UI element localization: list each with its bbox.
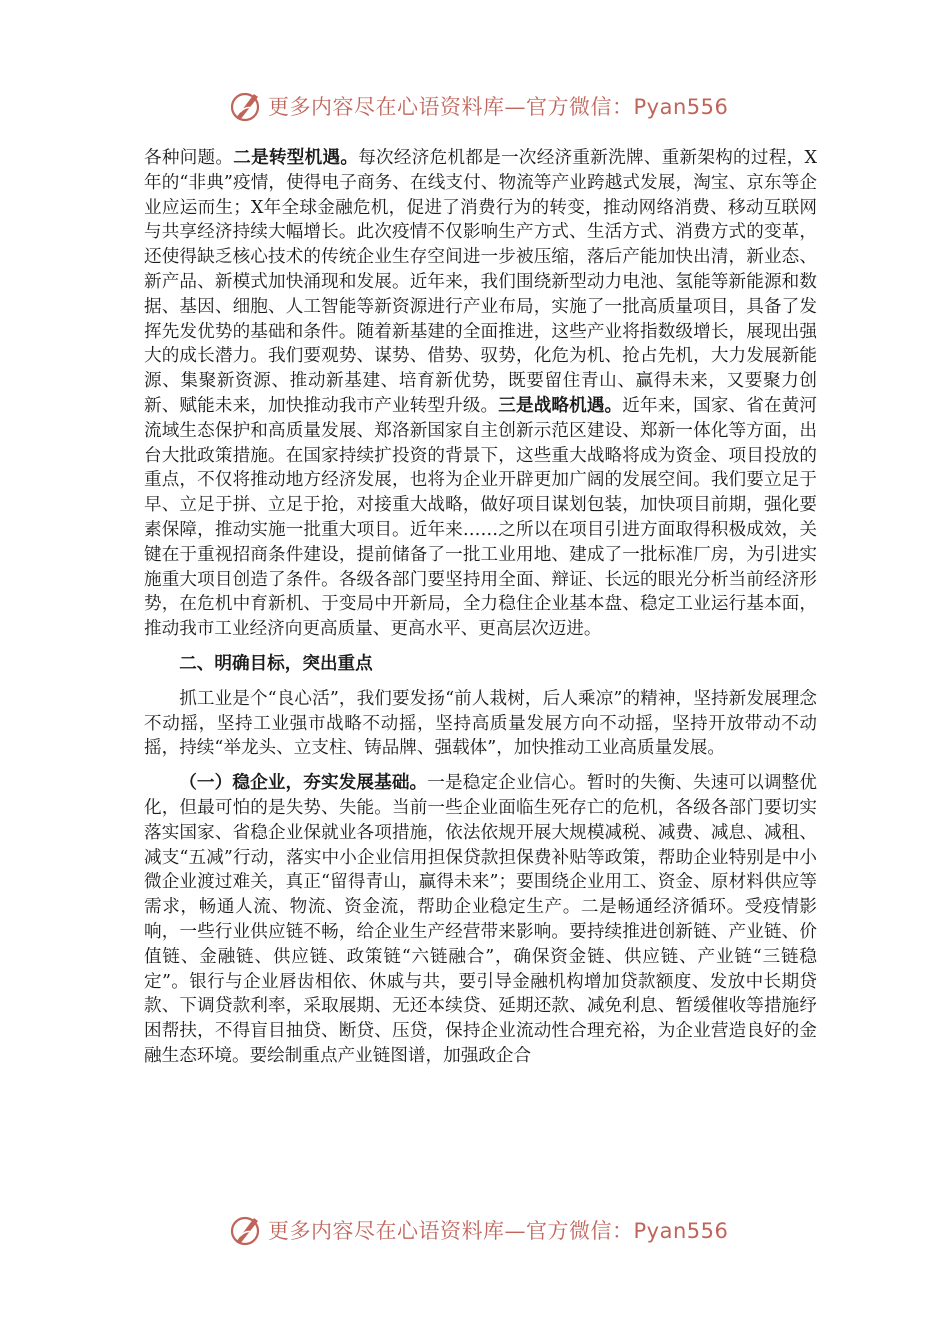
paragraph-stabilize-enterprises: （一）稳企业，夯实发展基础。一是稳定企业信心。暂时的失衡、失速可以调整优化，但最可怕的是失势、失能。当前一些企业面临生死存亡的危机，各级各部门要切实落实国家、省稳企业保就业各项措施，依法依规开展大规模减税、减费、减息、减租、减支“五减”行动，落实中小企业信用担保贷款担保费补贴等政策，帮助企业特别是中小微企业渡过难关，真正“留得青山，赢得未来”；要围绕企业用工、资金、原材料供应等需求，畅通人流、物流、资金流，帮助企业稳定生产。二是畅通经济循环。受疫情影响，一些行业供应链不畅，给企业生产经营带来影响。要持续推进创新链、产业链、价值链、金融链、供应链、政策链“六链融合”，确保资金链、供应链、产业链“三链稳定”。银行与企业唇齿相依、休戚与共，要引导金融机构增加贷款额度、发放中长期贷款、下调贷款利率，采取展期、无还本续贷、延期还款、减免利息、暂缓催收等措施纾困帮扶，不得盲目抽贷、断贷、压贷，保持企业流动性合理充裕，为企业营造良好的金融生态环境。要绘制重点产业链图谱，加强政企合: [144, 772, 817, 1066]
header-banner: [228, 88, 748, 124]
banner-handle: Pyan556: [633, 95, 729, 119]
section-heading-2: 二、明确目标，突出重点: [179, 652, 373, 674]
paragraph-goals: 抓工业是个“良心活”，我们要发扬“前人栽树，后人乘凉”的精神，坚持新发展理念不动摇，坚持工业强市战略不动摇，坚持高质量发展方向不动摇，坚持开放带动不动摇，持续“举龙头、立支柱、铸品牌、强载体”，加快推动工业高质量发展。: [144, 688, 817, 759]
banner-text: 更多内容尽在心语资料库—官方微信：Pyan556: [268, 95, 729, 119]
pen-logo-icon: [228, 1212, 264, 1248]
bold-transformation-opportunity: 二是转型机遇。: [233, 147, 359, 168]
document-body: [144, 146, 817, 1069]
footer-banner: [228, 1212, 748, 1248]
bold-strategic-opportunity: 三是战略机遇。: [498, 394, 623, 416]
paragraph-opportunities: 各种问题。二是转型机遇。每次经济危机都是一次经济重新洗牌、重新架构的过程，X年的“非典”疫情，使得电子商务、在线支付、物流等产业跨越式发展，淘宝、京东等企业应运而生；X年全球金融危机，促进了消费行为的转变，推动网络消费、移动互联网与共享经济持续大幅增长。此次疫情不仅影响生产方式、生活方式、消费方式的变革，还使得缺乏核心技术的传统企业生存空间进一步被压缩，落后产能加快出清，新业态、新产品、新模式加快涌现和发展。近年来，我们围绕新型动力电池、氢能等新能源和数据、基因、细胞、人工智能等新资源进行产业布局，实施了一批高质量项目，具备了发挥先发优势的基础和条件。随着新基建的全面推进，这些产业将指数级增长，展现出强大的成长潜力。我们要观势、谋势、借势、驭势，化危为机、抢占先机，大力发展新能源、集聚新资源、推动新基建、培育新优势，既要留住青山、赢得未来，又要聚力创新、赋能未来，加快推动我市产业转型升级。三是战略机遇。近年来，国家、省在黄河流域生态保护和高质量发展、郑洛新国家自主创新示范区建设、郑新一体化等方面，出台大批政策措施。在国家持续扩投资的背景下，这些重大战略将成为资金、项目投放的重点，不仅将推动地方经济发展，也将为企业开辟更加广阔的发展空间。我们要立足于早、立足于拼、立足于抢，对接重大战略，做好项目谋划包装，加快项目前期，强化要素保障，推动实施一批重大项目。近年来……之所以在项目引进方面取得积极成效，关键在于重视招商条件建设，提前储备了一批工业用地、建成了一批标准厂房，为引进实施重大项目创造了条件。各级各部门要坚持用全面、辩证、长远的眼光分析当前经济形势，在危机中育新机、于变局中开新局，全力稳住企业基本盘、稳定工业运行基本面，推动我市工业经济向更高质量、更高水平、更高层次迈进。: [144, 147, 817, 640]
bold-subheading-1: （一）稳企业，夯实发展基础。: [179, 772, 428, 794]
banner-text: 更多内容尽在心语资料库—官方微信：Pyan556: [268, 1219, 729, 1243]
pen-logo-icon: [228, 88, 264, 124]
banner-handle: Pyan556: [633, 1219, 729, 1243]
